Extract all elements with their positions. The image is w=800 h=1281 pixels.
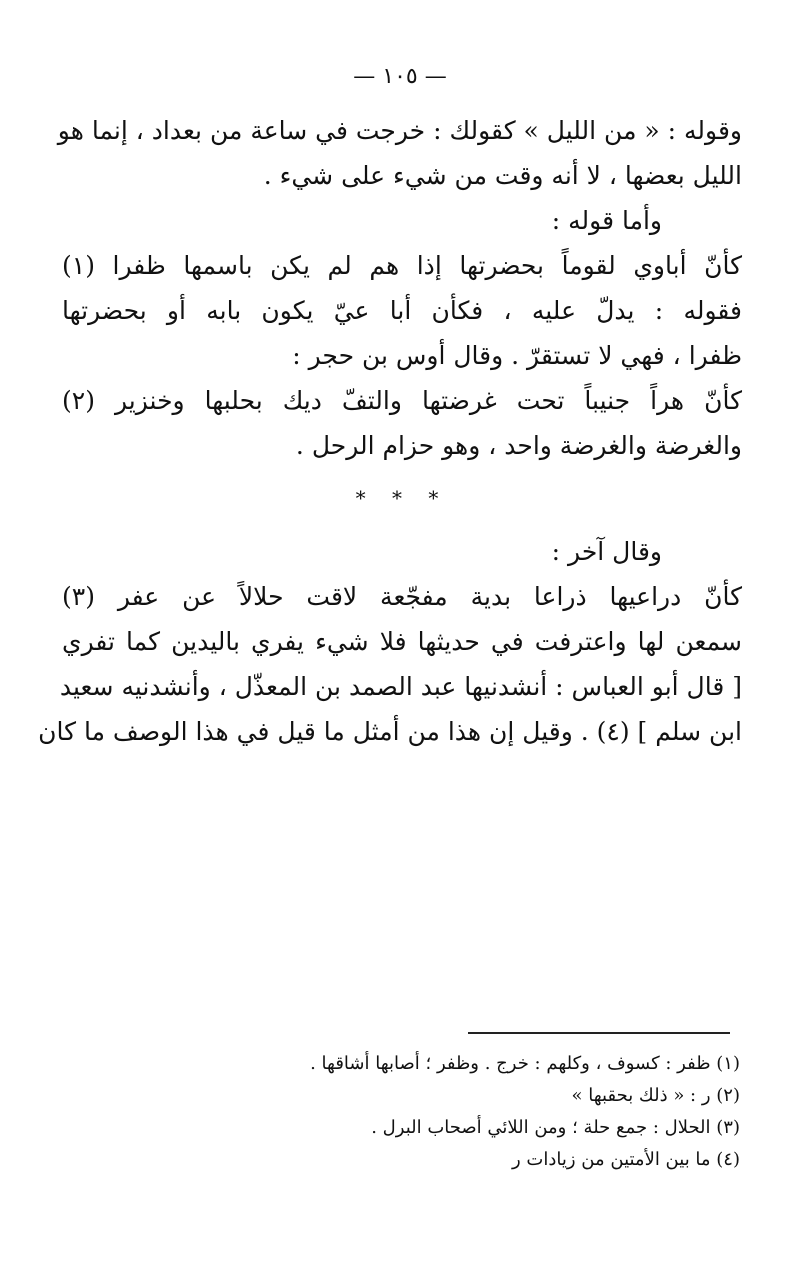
text-line: والغرضة والغرضة واحد ، وهو حزام الرحل . <box>295 431 742 460</box>
verse-line: كأنّ دراعيها ذراعا بدية مفجّعة لاقت حلالاً عن عفر (٣) <box>62 582 742 611</box>
text-line: [ قال أبو العباس : أنشدنيها عبد الصمد بن المعذّل ، وأنشدنيه سعيد <box>59 672 742 701</box>
text-line: وأما قوله : <box>551 206 662 235</box>
verse-line: كأنّ أباوي لقوماً بحضرتها إذا هم لم يكن باسمها ظفرا (١) <box>62 251 742 280</box>
page-number: — ١٠٥ — <box>353 64 447 89</box>
text-line: وقوله : « من الليل » كقولك : خرجت في ساعة من بعداد ، إنما هو <box>57 116 742 145</box>
section-divider: * * * <box>355 486 449 510</box>
footnote-separator <box>468 1032 730 1034</box>
text-line: ابن سلم ] (٤) . وقيل إن هذا من أمثل ما قيل في هذا الوصف ما كان <box>38 717 742 746</box>
verse-line: كأنّ هراً جنيباً تحت غرضتها والتفّ ديك بحلبها وخنزير (٢) <box>62 386 742 415</box>
verse-line: سمعن لها واعترفت في حديثها فلا شيء يفري باليدين كما تفري <box>62 627 742 656</box>
footnotes <box>310 1048 740 1176</box>
footnote: (٣) الحلال : جمع حلة ؛ ومن اللائي أصحاب البرل . <box>371 1117 740 1138</box>
text-line: وقال آخر : <box>551 537 662 566</box>
text-line: الليل بعضها ، لا أنه وقت من شيء على شيء . <box>263 161 742 190</box>
footnote: (٢) ر : « ذلك بحقبها » <box>571 1085 740 1106</box>
footnote: (١) ظفر : كسوف ، وكلهم : خرج . وظفر ؛ أصابها أشاقها . <box>310 1053 740 1074</box>
text-line: فقوله : يدلّ عليه ، فكأن أبا عيّ يكون بابه أو بحضرتها <box>62 296 742 325</box>
text-line: ظفرا ، فهي لا تستقرّ . وقال أوس بن حجر : <box>292 341 742 370</box>
footnote: (٤) ما بين الأمتين من زيادات ر <box>512 1149 740 1170</box>
body-text <box>38 108 742 754</box>
